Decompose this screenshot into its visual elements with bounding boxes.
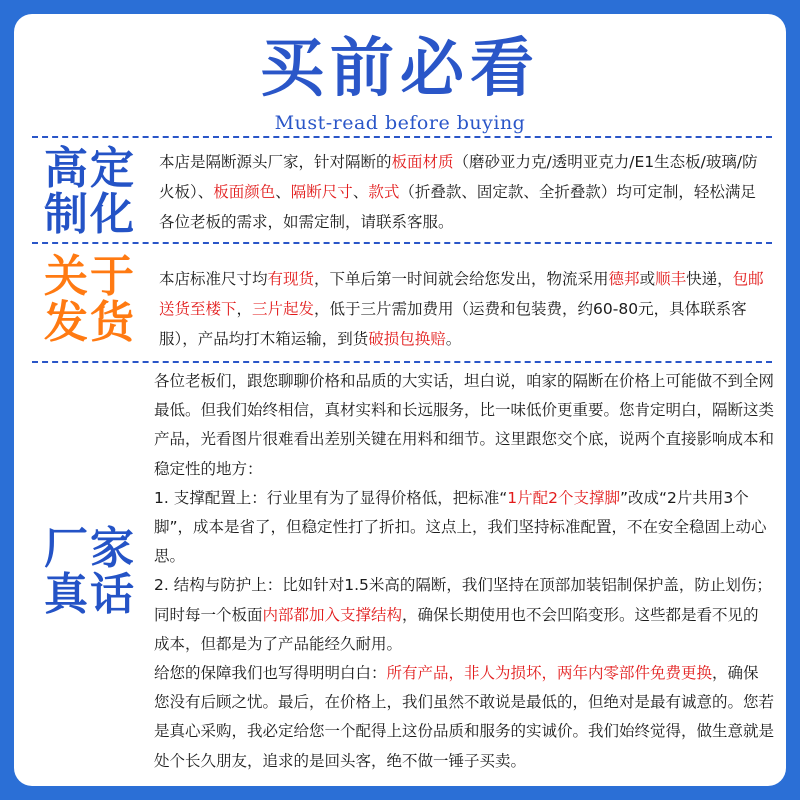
paragraph — [154, 367, 774, 484]
body-text: 1. 支撑配置上：行业里有为了显得价格低，把标准“ — [154, 488, 508, 507]
divider — [32, 361, 772, 363]
body-text: （折叠款、固定款、全折叠款）均可定制，轻松满足各位老板的需求，如需定制，请联系客服。 — [159, 183, 756, 231]
body-text: ，确保长期使用也不会凹陷变形。这些都是看不见的成本，但都是为了产品能经久耐用。 — [154, 605, 759, 653]
body-text: （磨砂亚力克/透明亚克力/E1生态板/玻璃/防火板）、 — [159, 153, 758, 201]
badge-line: 厂家 — [44, 523, 136, 574]
body-text: 或 — [639, 270, 656, 288]
body-text: 给您的保障我们也写得明明白白： — [154, 664, 387, 683]
shipping-badge — [40, 251, 140, 348]
divider — [32, 242, 772, 244]
body-text: ，下单后第一时间就会给您发出，物流采用 — [314, 270, 609, 288]
body-text: 快递， — [686, 270, 733, 288]
body-text: ，低于三片需加费用（运费和包装费，约60-80元，具体联系客服），产品均打木箱运输，到货 — [159, 300, 747, 348]
divider — [32, 136, 772, 138]
shipping-text — [159, 264, 771, 354]
badge-line: 制化 — [44, 189, 136, 240]
highlight-text: 顺丰 — [655, 270, 687, 288]
body-text: ，确保您没有后顾之忧。最后，在价格上，我们虽然不敢说是最低的，但绝对是最有诚意的。您若是真心采购，我必定给您一个配得上这份品质和服务的实诚价。我们始终觉得，做生意就是处个长久朋友，追求的是回头客，绝不做一锤子买卖。 — [154, 664, 775, 770]
body-text: 2. 结构与防护上：比如针对1.5米高的隔断，我们坚持在顶部加装铝制保护盖，防止划伤；同时每一个板面 — [154, 576, 772, 624]
paragraph — [154, 571, 774, 659]
factory-truth-badge — [40, 523, 140, 620]
custom-made-text — [159, 147, 771, 237]
page-subtitle: Must-read before buying — [274, 112, 526, 134]
body-text: ， — [236, 300, 253, 318]
highlight-text: 破损包换赔 — [368, 330, 446, 348]
highlight-text: 三片起发 — [252, 300, 315, 318]
highlight-text: 隔断尺寸 — [290, 183, 353, 201]
badge-line: 关于 — [44, 251, 136, 302]
body-text: 本店标准尺寸均 — [159, 270, 268, 288]
body-text: 。 — [445, 330, 462, 348]
body-text: ”改成“2片共用3个脚”，成本是省了，但稳定性打了折扣。这点上，我们坚持标准配置，不在安全稳固上动心思。 — [154, 488, 767, 566]
highlight-text: 板面材质 — [391, 153, 454, 171]
highlight-text: 包邮送货至楼下 — [159, 270, 764, 318]
paragraph — [159, 264, 771, 354]
paragraph — [154, 659, 774, 776]
badge-line: 发货 — [44, 297, 136, 348]
body-text: 各位老板们，跟您聊聊价格和品质的大实话，坦白说，咱家的隔断在价格上可能做不到全网最低。但我们始终相信，真材实料和长远服务，比一味低价更重要。您肯定明白，隔断这类产品，光看图片很难看出差别关键在用料和细节。这里跟您交个底，说两个直接影响成本和稳定性的地方： — [154, 372, 775, 478]
highlight-text: 所有产品，非人为损坏，两年内零部件免费更换 — [386, 664, 713, 683]
factory-truth-text — [154, 367, 774, 776]
paragraph — [154, 484, 774, 572]
highlight-text: 板面颜色 — [213, 183, 276, 201]
body-text: 、 — [352, 183, 369, 201]
highlight-text: 德邦 — [608, 270, 640, 288]
notice-card — [14, 14, 786, 786]
body-text: 本店是隔断源头厂家，针对隔断的 — [159, 153, 392, 171]
highlight-text: 款式 — [368, 183, 400, 201]
highlight-text: 内部都加入支撑结构 — [262, 605, 403, 624]
badge-line: 真话 — [44, 569, 136, 620]
paragraph — [159, 147, 771, 237]
highlight-text: 1片配2个支撑脚 — [507, 488, 620, 507]
highlight-text: 有现货 — [267, 270, 315, 288]
custom-made-badge — [40, 143, 140, 240]
page-title: 买前必看 — [260, 31, 540, 106]
body-text: 、 — [275, 183, 291, 201]
badge-line: 高定 — [44, 143, 136, 194]
